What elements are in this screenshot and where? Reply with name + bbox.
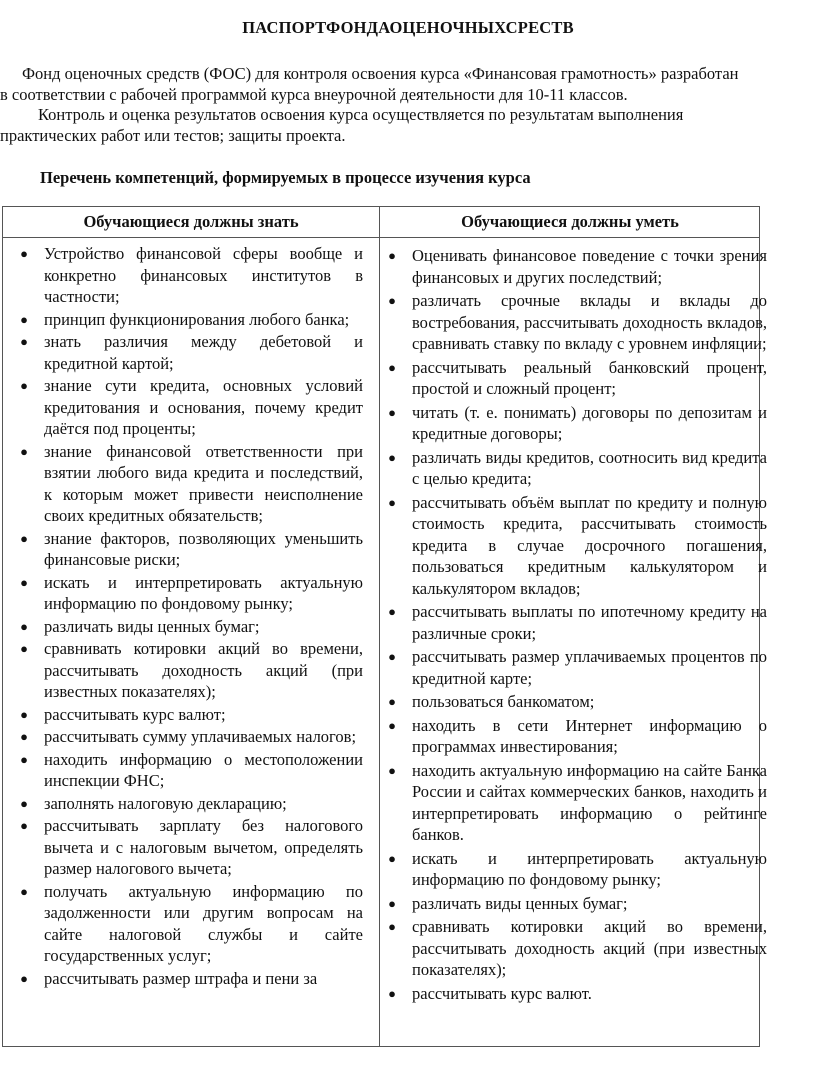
list-item-text: сравнивать котировки акций во времени, рассчитывать доходность акций (при известных показателях); [412,917,767,979]
skill-item [385,893,767,915]
bullet-icon: ● [388,359,396,375]
bullet-icon: ● [388,985,396,1001]
bullet-icon: ● [20,246,28,261]
list-item-text: различать виды кредитов, соотносить вид кредита с целью кредита; [412,447,767,488]
list-item-text: различать срочные вклады и вклады до востребования, рассчитывать доходность вкладов, сравнивать ставку по вкладу с уровнем инфляции; [412,291,767,353]
knowledge-item [17,726,363,748]
knowledge-item [17,815,363,880]
skill-item [385,848,767,891]
table-column-divider [379,207,380,1046]
table-header-know: Обучающиеся должны знать [83,212,299,231]
knowledge-item [17,616,363,638]
intro-p2-line1: Контроль и оценка результатов освоения курса осуществляется по результатам выполнения [38,105,684,124]
bullet-icon: ● [20,530,28,546]
bullet-icon: ● [20,970,28,986]
knowledge-item [17,704,363,726]
bullet-icon: ● [388,248,396,263]
list-item-text: Устройство финансовой сферы вообще и конкретно финансовых институтов в частности; [44,244,363,306]
skill-item [385,646,767,689]
skill-item [385,402,767,445]
knowledge-item [17,243,363,308]
list-item-text: рассчитывать курс валют; [44,704,226,724]
list-item-text: знание факторов, позволяющих уменьшить финансовые риски; [44,528,363,569]
bullet-icon: ● [388,694,396,709]
intro-paragraph-2 [0,105,816,146]
list-item-text: пользоваться банкоматом; [412,692,595,711]
list-item-text: искать и интерпретировать актуальную информацию по фондовому рынку; [44,572,363,613]
bullet-icon: ● [20,618,28,634]
bullet-icon: ● [20,334,28,349]
bullet-icon: ● [388,895,396,911]
list-item-text: знать различия между дебетовой и кредитной картой; [44,332,363,373]
skill-item [385,983,767,1005]
list-item-text: сравнивать котировки акций во времени, рассчитывать доходность акций (при известных показателях); [44,639,363,701]
knowledge-item [17,528,363,571]
list-item-text: рассчитывать выплаты по ипотечному кредиту на различные сроки; [412,602,767,643]
list-item-text: рассчитывать зарплату без налогового вычета и с налоговым вычетом, определять размер налогового вычета; [44,816,363,878]
skill-item [385,715,767,758]
knowledge-item [17,441,363,527]
list-item-text: получать актуальную информацию по задолженности или другим вопросам на сайте налоговой службы и сайте государственных услуг; [44,881,363,965]
knowledge-item [17,572,363,615]
knowledge-item [17,309,363,331]
page-title: ПАСПОРТФОНДАОЦЕНОЧНЫХСРЕСТВ [242,18,574,37]
bullet-icon: ● [20,729,28,744]
bullet-icon: ● [388,717,396,733]
bullet-icon: ● [388,293,396,308]
table-header-divider [3,237,759,238]
skill-item [385,492,767,600]
bullet-icon: ● [20,311,28,327]
bullet-icon: ● [388,449,396,465]
skill-item [385,447,767,490]
bullet-icon: ● [20,706,28,722]
knowledge-item [17,749,363,792]
bullet-icon: ● [20,378,28,393]
bullet-icon: ● [388,850,396,866]
list-item-text: рассчитывать размер штрафа и пени за [44,968,318,988]
bullet-icon: ● [20,443,28,459]
list-item-text: заполнять налоговую декларацию; [44,793,287,813]
knowledge-item [17,375,363,440]
skill-item [385,916,767,981]
bullet-icon: ● [20,795,28,811]
skill-item [385,691,767,713]
skills-list [385,245,767,1006]
bullet-icon: ● [20,751,28,767]
list-item-text: знание финансовой ответственности при взятии любого вида кредита и последствий, к которым может привести неисполнение своих кредитных обязательств; [44,441,363,525]
bullet-icon: ● [388,762,396,778]
list-item-text: Оценивать финансовое поведение с точки зрения финансовых и других последствий; [412,246,767,287]
skill-item [385,357,767,400]
list-item-text: различать виды ценных бумаг; [44,616,260,636]
bullet-icon: ● [388,919,396,934]
knowledge-item [17,638,363,703]
bullet-icon: ● [388,494,396,510]
skill-item [385,601,767,644]
list-item-text: принцип функционирования любого банка; [44,309,350,329]
list-item-text: различать виды ценных бумаг; [412,893,628,913]
bullet-icon: ● [388,404,396,420]
knowledge-item [17,968,363,990]
bullet-icon: ● [388,604,396,619]
knowledge-item [17,793,363,815]
competencies-heading: Перечень компетенций, формируемых в процессе изучения курса [40,168,531,187]
intro-p2-line2: практических работ или тестов; защиты проекта. [0,125,346,145]
list-item-text: рассчитывать реальный банковский процент, простой и сложный процент; [412,357,767,398]
bullet-icon: ● [388,649,396,664]
intro-p1-line1: Фонд оценочных средств (ФОС) для контроля освоения курса «Финансовая грамотность» разработан [22,64,739,83]
knowledge-list [17,243,363,990]
list-item-text: рассчитывать объём выплат по кредиту и полную стоимость кредита, рассчитывать стоимость кредита в случае досрочного погашения, пользоваться кредитным калькулятором и калькулятором вкладов; [412,492,767,598]
skill-item [385,290,767,355]
list-item-text: находить в сети Интернет информацию о программах инвестирования; [412,715,767,756]
bullet-icon: ● [20,574,28,590]
list-item-text: находить информацию о местоположении инспекции ФНС; [44,749,363,790]
list-item-text: рассчитывать размер уплачиваемых процентов по кредитной карте; [412,647,767,688]
bullet-icon: ● [20,818,28,833]
list-item-text: находить актуальную информацию на сайте Банка России и сайтах коммерческих банков, находить и интерпретировать информацию о рейтинге банков. [412,760,767,844]
table-header-can: Обучающиеся должны уметь [461,212,679,231]
bullet-icon: ● [20,883,28,899]
bullet-icon: ● [20,641,28,656]
list-item-text: рассчитывать сумму уплачиваемых налогов; [44,727,357,746]
list-item-text: знание сути кредита, основных условий кредитования и основания, почему кредит даётся под проценты; [44,376,363,438]
list-item-text: искать и интерпретировать актуальную информацию по фондовому рынку; [412,848,767,889]
skill-item [385,760,767,846]
intro-paragraph-1 [0,64,816,105]
competencies-table [2,206,767,1047]
list-item-text: рассчитывать курс валют. [412,983,592,1003]
intro-p1-line2: в соответствии с рабочей программой курса внеурочной деятельности для 10-11 классов. [0,84,628,104]
knowledge-item [17,881,363,967]
list-item-text: читать (т. е. понимать) договоры по депозитам и кредитные договоры; [412,402,767,443]
skill-item [385,245,767,288]
knowledge-item [17,331,363,374]
